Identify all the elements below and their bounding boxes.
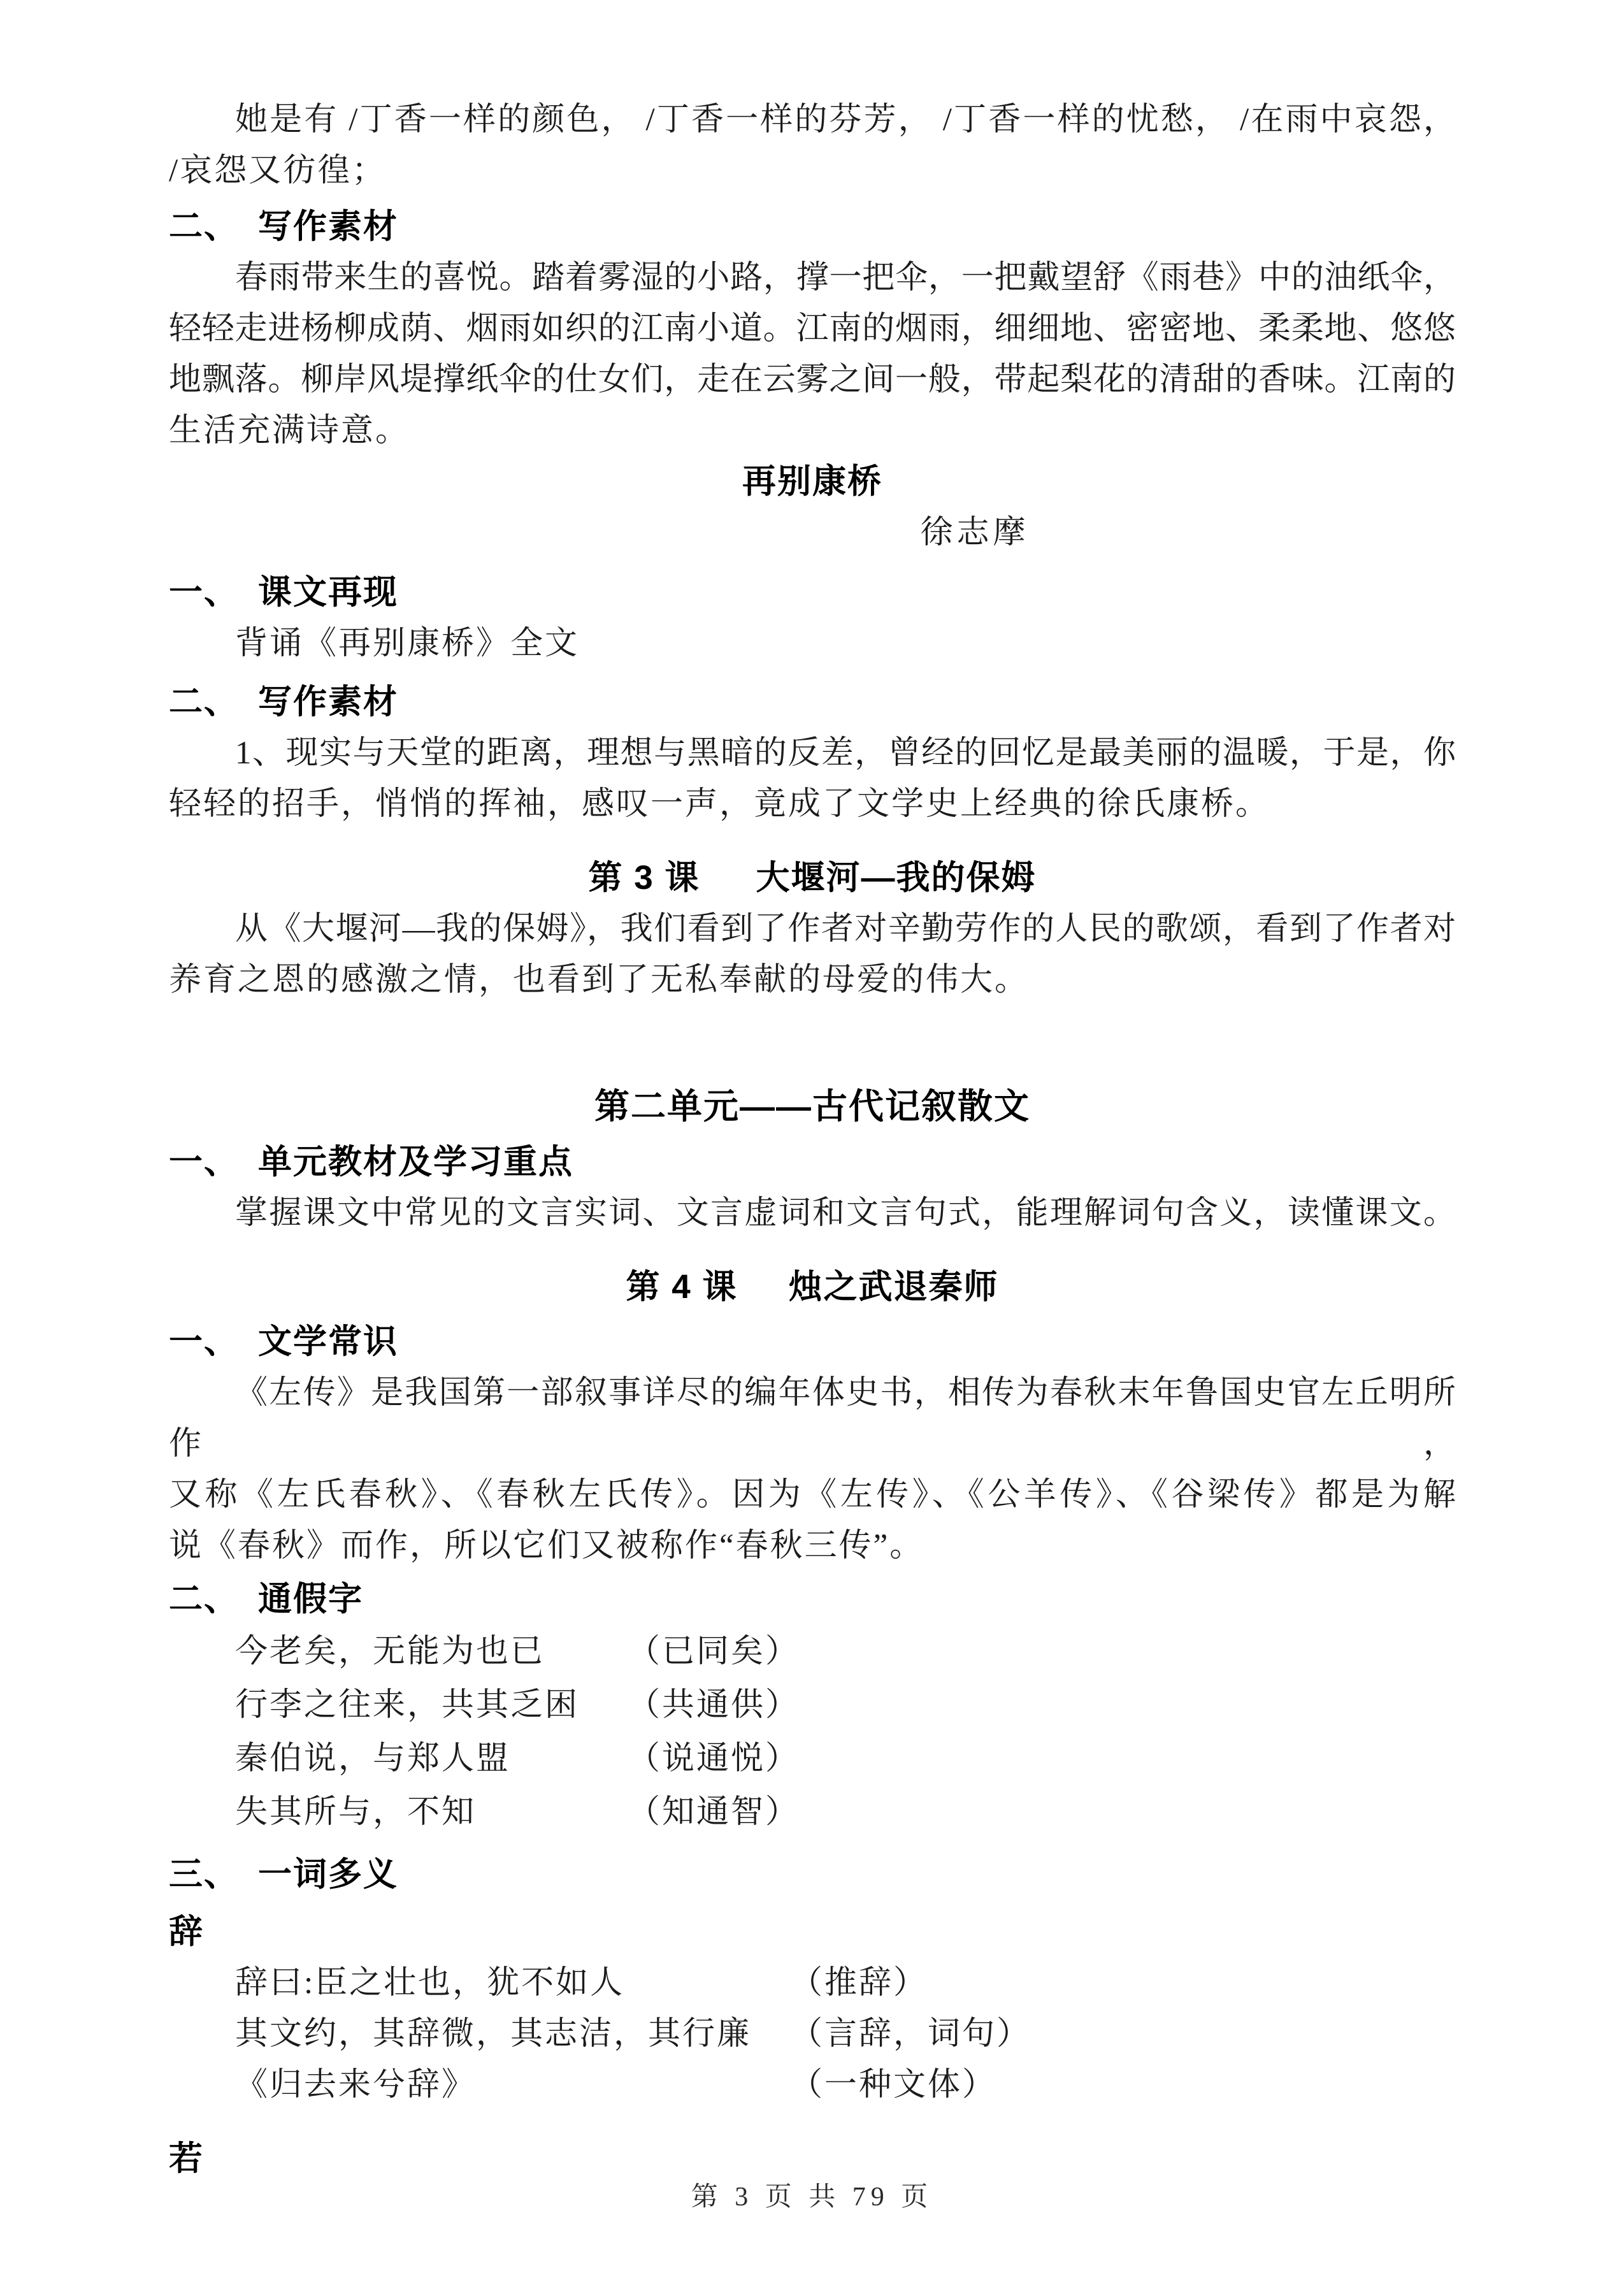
gloss-note: （推辞） [790, 1965, 928, 2001]
section-heading-literary-knowledge [169, 1317, 1456, 1367]
lesson-heading-3 [169, 853, 1456, 904]
heading-label: 单元教材及学习重点 [258, 1143, 573, 1181]
lesson-number: 第 4 课 [626, 1268, 738, 1306]
gloss-phrase: 今老矣，无能为也已 [235, 1634, 545, 1670]
heading-marker: 一、 [169, 1143, 239, 1181]
body-line: 轻轻走进杨柳成荫、烟雨如织的江南小道。江南的烟雨，细细地、密密地、柔柔地、悠悠 [169, 311, 1456, 347]
heading-marker: 三、 [169, 1856, 239, 1893]
gloss-note: （已同矣） [628, 1634, 800, 1670]
body-line: 地飘落。柳岸风堤撑纸伞的仕女们，走在云雾之间一般，带起梨花的清甜的香味。江南的 [169, 362, 1456, 398]
gloss-phrase: 失其所与，不知 [235, 1794, 477, 1830]
gloss-row [169, 2009, 1456, 2060]
gloss-phrase: 秦伯说，与郑人盟 [235, 1741, 511, 1777]
body-line: 说《春秋》而作，所以它们又被称作“春秋三传”。 [169, 1528, 924, 1564]
gloss-row [169, 1678, 1456, 1732]
gloss-row [169, 2060, 1456, 2110]
poem-title-zaibiekangqiao: 再别康桥 [742, 463, 882, 500]
heading-label: 写作素材 [258, 208, 398, 245]
body-line: 又称《左氏春秋》、《春秋左氏传》。因为《左传》、《公羊传》、《谷梁传》都是为解 [169, 1477, 1456, 1513]
gloss-row [169, 1732, 1456, 1785]
body-line: 生活充满诗意。 [169, 413, 410, 449]
gloss-phrase: 行李之往来，共其乏困 [235, 1687, 580, 1723]
body-line: 养育之恩的感激之情，也看到了无私奉献的母爱的伟大。 [169, 962, 1030, 998]
gloss-note: （一种文体） [790, 2067, 997, 2103]
heading-marker: 二、 [169, 1580, 239, 1618]
heading-label: 一词多义 [258, 1856, 398, 1893]
lesson-title: 大堰河—我的保姆 [756, 859, 1037, 897]
poem-line: /哀怨又彷徨； [169, 153, 387, 189]
gloss-note: （言辞，词句） [790, 2016, 1031, 2052]
gloss-row [169, 1625, 1456, 1678]
author-line: 徐志摩 [920, 515, 1030, 551]
unit-heading-2: 第二单元——古代记叙散文 [594, 1086, 1030, 1126]
lesson-number: 第 3 课 [588, 859, 700, 897]
gloss-note: （说通悦） [628, 1741, 800, 1777]
heading-label: 课文再现 [258, 574, 398, 611]
document-body [169, 94, 1456, 2184]
body-line: 背诵《再别康桥》全文 [235, 626, 580, 661]
gloss-note: （知通智） [628, 1794, 800, 1830]
heading-label: 文学常识 [258, 1323, 398, 1360]
section-heading-unit-focus [169, 1137, 1456, 1188]
body-line: 《左传》是我国第一部叙事详尽的编年体史书，相传为春秋末年鲁国史官左丘明所作， [169, 1375, 1456, 1462]
heading-marker: 一、 [169, 574, 239, 611]
section-heading-writing-material-1 [169, 201, 1456, 252]
footer-page-number: 第 3 页 共 79 页 [691, 2182, 933, 2212]
body-line: 春雨带来生的喜悦。踏着雾湿的小路，撑一把伞，一把戴望舒《雨巷》中的油纸伞， [235, 260, 1456, 296]
heading-marker: 二、 [169, 208, 239, 245]
gloss-row [169, 1785, 1456, 1839]
gloss-row [169, 1958, 1456, 2009]
subheading-ruo: 若 [169, 2140, 204, 2177]
section-heading-writing-material-2 [169, 677, 1456, 728]
lesson-title: 烛之武退秦师 [788, 1268, 999, 1306]
body-line: 1、现实与天堂的距离，理想与黑暗的反差，曾经的回忆是最美丽的温暖，于是，你 [235, 735, 1456, 771]
section-heading-text-recall [169, 567, 1456, 618]
gloss-note: （共通供） [628, 1687, 800, 1723]
gloss-phrase: 《归去来兮辞》 [235, 2067, 477, 2103]
body-line: 轻轻的招手，悄悄的挥袖，感叹一声，竟成了文学史上经典的徐氏康桥。 [169, 786, 1270, 822]
heading-label: 写作素材 [258, 683, 398, 721]
body-line: 从《大堰河—我的保姆》，我们看到了作者对辛勤劳作的人民的歌颂，看到了作者对 [235, 911, 1456, 947]
section-heading-tongjiazi [169, 1574, 1456, 1625]
gloss-phrase: 辞曰:臣之壮也，犹不如人 [235, 1965, 625, 2001]
heading-marker: 一、 [169, 1323, 239, 1360]
poem-line: 她是有 /丁香一样的颜色， /丁香一样的芬芳， /丁香一样的忧愁， /在雨中哀怨， [235, 102, 1456, 138]
subheading-ci: 辞 [169, 1913, 204, 1951]
heading-marker: 二、 [169, 683, 239, 721]
lesson-heading-4 [169, 1262, 1456, 1313]
gloss-phrase: 其文约，其辞微，其志洁，其行廉 [235, 2016, 752, 2052]
heading-label: 通假字 [258, 1580, 363, 1618]
section-heading-polysemy [169, 1849, 1456, 1900]
body-line: 掌握课文中常见的文言实词、文言虚词和文言句式，能理解词句含义，读懂课文。 [235, 1195, 1456, 1231]
